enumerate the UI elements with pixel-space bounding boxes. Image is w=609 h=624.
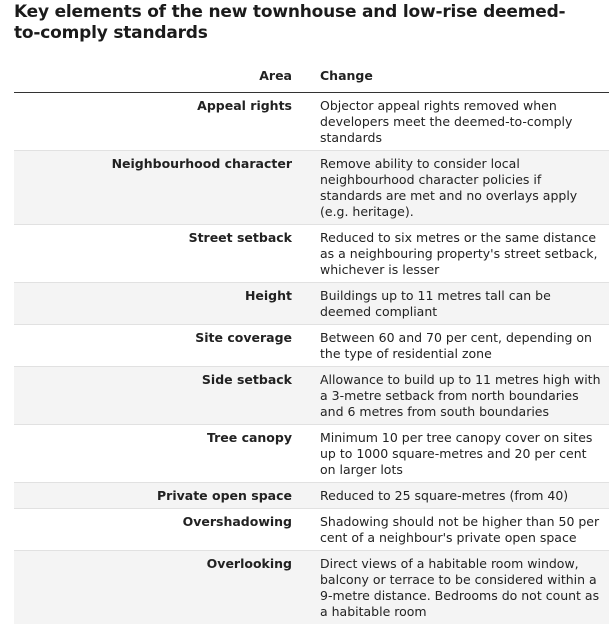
row-change-cell: Shadowing should not be higher than 50 per cent of a neighbour's private open space	[306, 509, 609, 551]
row-change-cell: Buildings up to 11 metres tall can be deemed compliant	[306, 283, 609, 325]
row-change-cell: Remove ability to consider local neighbourhood character policies if standards are met and no overlays apply (e.g. heritage).	[306, 151, 609, 225]
row-change-cell: Direct views of a habitable room window, balcony or terrace to be considered within a 9-metre distance. Bedrooms do not count as a habitable room	[306, 551, 609, 624]
row-change-cell: Minimum 10 per tree canopy cover on sites up to 1000 square-metres and 20 per cent on larger lots	[306, 425, 609, 483]
row-area-cell: Overlooking	[14, 551, 306, 624]
row-area-cell: Tree canopy	[14, 425, 306, 483]
table-row	[14, 483, 609, 509]
row-area-cell: Appeal rights	[14, 93, 306, 151]
table-row	[14, 325, 609, 367]
table-row	[14, 93, 609, 151]
table-row	[14, 367, 609, 425]
table-row	[14, 283, 609, 325]
row-area-cell: Neighbourhood character	[14, 151, 306, 225]
table-row	[14, 551, 609, 624]
row-change-cell: Allowance to build up to 11 metres high with a 3-metre setback from north boundaries and 6 metres from south boundaries	[306, 367, 609, 425]
table-row	[14, 225, 609, 283]
row-area-cell: Street setback	[14, 225, 306, 283]
table-row	[14, 151, 609, 225]
table-header	[14, 64, 609, 93]
standards-table-container	[14, 64, 609, 624]
row-change-cell: Reduced to six metres or the same distance as a neighbouring property's street setback, whichever is lesser	[306, 225, 609, 283]
row-area-cell: Overshadowing	[14, 509, 306, 551]
table-row	[14, 509, 609, 551]
row-change-cell: Reduced to 25 square-metres (from 40)	[306, 483, 609, 509]
row-area-cell: Site coverage	[14, 325, 306, 367]
column-header-area: Area	[14, 64, 306, 93]
table-row	[14, 425, 609, 483]
row-area-cell: Private open space	[14, 483, 306, 509]
table-header-row	[14, 64, 609, 93]
row-area-cell: Side setback	[14, 367, 306, 425]
row-area-cell: Height	[14, 283, 306, 325]
row-change-cell: Objector appeal rights removed when developers meet the deemed-to-comply standards	[306, 93, 609, 151]
row-change-cell: Between 60 and 70 per cent, depending on the type of residential zone	[306, 325, 609, 367]
standards-table	[14, 64, 609, 624]
page-title: Key elements of the new townhouse and low-rise deemed-to-comply standards	[14, 2, 574, 44]
table-body	[14, 93, 609, 624]
column-header-change: Change	[306, 64, 609, 93]
